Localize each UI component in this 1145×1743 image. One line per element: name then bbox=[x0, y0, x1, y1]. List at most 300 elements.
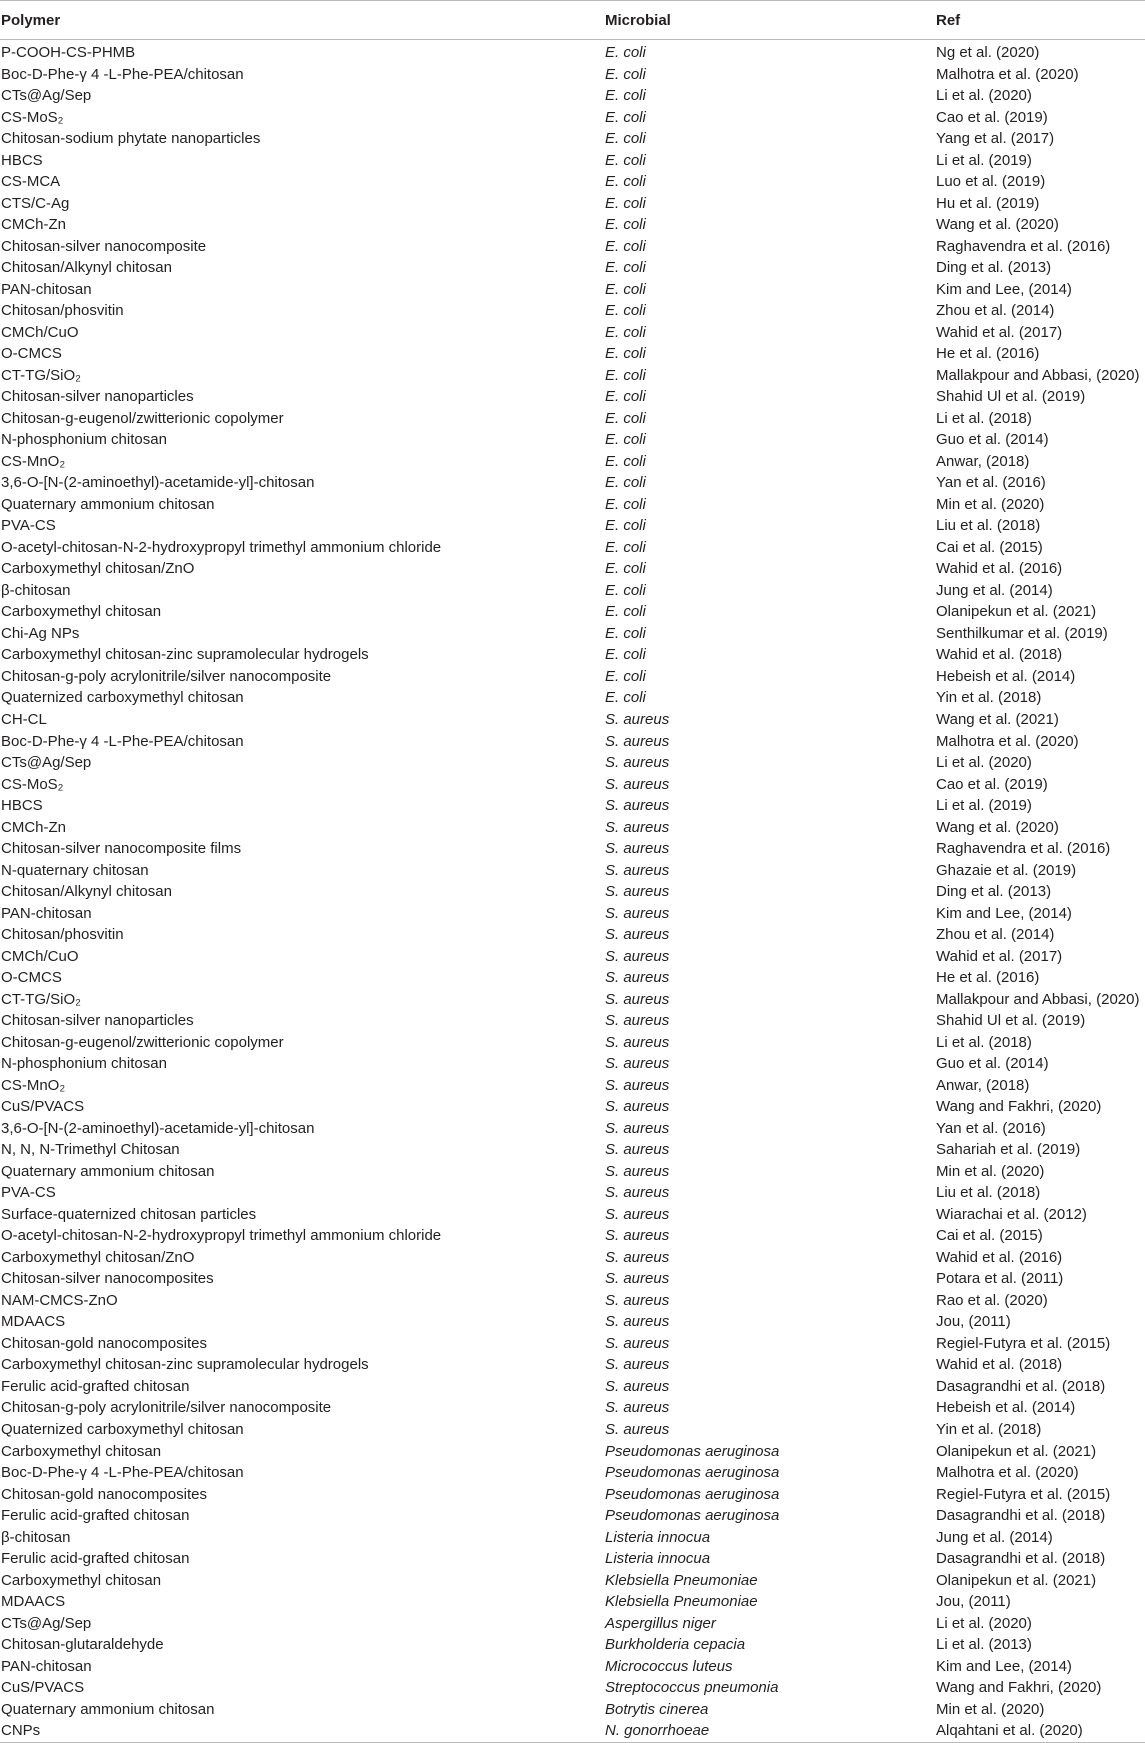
cell-polymer: Chitosan/Alkynyl chitosan bbox=[1, 883, 172, 901]
table-row bbox=[0, 709, 1145, 731]
cell-polymer: N-phosphonium chitosan bbox=[1, 431, 167, 449]
cell-microbial: E. coli bbox=[605, 624, 646, 642]
cell-polymer: PVA-CS bbox=[1, 517, 56, 535]
cell-ref: Li et al. (2020) bbox=[936, 1614, 1032, 1632]
cell-ref: Olanipekun et al. (2021) bbox=[936, 1571, 1097, 1589]
cell-ref: Li et al. (2019) bbox=[936, 151, 1032, 169]
cell-ref: Dasagrandhi et al. (2018) bbox=[936, 1507, 1106, 1525]
cell-polymer: PVA-CS bbox=[1, 1184, 56, 1202]
cell-polymer: CT-TG/SiO₂ bbox=[1, 990, 81, 1008]
cell-polymer: β-chitosan bbox=[1, 581, 71, 599]
table-row bbox=[0, 128, 1145, 150]
table-row bbox=[0, 300, 1145, 322]
cell-polymer: O-acetyl-chitosan-N-2-hydroxypropyl trimethyl ammonium chloride bbox=[1, 538, 442, 556]
cell-polymer: NAM-CMCS-ZnO bbox=[1, 1291, 118, 1309]
cell-microbial: E. coli bbox=[605, 345, 646, 363]
cell-ref: Senthilkumar et al. (2019) bbox=[936, 624, 1108, 642]
table-row bbox=[0, 580, 1145, 602]
cell-microbial: S. aureus bbox=[605, 1227, 670, 1245]
cell-ref: Dasagrandhi et al. (2018) bbox=[936, 1377, 1106, 1395]
cell-microbial: S. aureus bbox=[605, 883, 670, 901]
table-row bbox=[0, 752, 1145, 774]
table-row bbox=[0, 1182, 1145, 1204]
table-row bbox=[0, 1634, 1145, 1656]
cell-microbial: E. coli bbox=[605, 560, 646, 578]
table-row bbox=[0, 1333, 1145, 1355]
cell-polymer: PAN-chitosan bbox=[1, 1657, 92, 1675]
table-row bbox=[0, 687, 1145, 709]
cell-microbial: S. aureus bbox=[605, 1012, 670, 1030]
cell-ref: Li et al. (2019) bbox=[936, 797, 1032, 815]
cell-polymer: MDAACS bbox=[1, 1313, 66, 1331]
table-row bbox=[0, 85, 1145, 107]
cell-polymer: CS-MnO₂ bbox=[1, 1076, 66, 1094]
cell-microbial: S. aureus bbox=[605, 1055, 670, 1073]
cell-ref: Li et al. (2020) bbox=[936, 87, 1032, 105]
table-row bbox=[0, 644, 1145, 666]
cell-ref: Wang et al. (2020) bbox=[936, 216, 1059, 234]
cell-ref: Hebeish et al. (2014) bbox=[936, 1399, 1076, 1417]
cell-microbial: S. aureus bbox=[605, 1205, 670, 1223]
cell-ref: Min et al. (2020) bbox=[936, 495, 1045, 513]
cell-ref: Jung et al. (2014) bbox=[936, 581, 1053, 599]
table-row bbox=[0, 558, 1145, 580]
cell-microbial: Aspergillus niger bbox=[605, 1614, 716, 1632]
table-row bbox=[0, 279, 1145, 301]
cell-polymer: Chitosan-glutaraldehyde bbox=[1, 1636, 164, 1654]
cell-microbial: S. aureus bbox=[605, 1377, 670, 1395]
table-row bbox=[0, 1462, 1145, 1484]
table-row bbox=[0, 601, 1145, 623]
cell-microbial: S. aureus bbox=[605, 775, 670, 793]
table-row bbox=[0, 1096, 1145, 1118]
header-row bbox=[0, 1, 1145, 40]
cell-microbial: S. aureus bbox=[605, 732, 670, 750]
cell-ref: Malhotra et al. (2020) bbox=[936, 65, 1079, 83]
cell-ref: Alqahtani et al. (2020) bbox=[935, 1720, 1145, 1742]
cell-microbial: Pseudomonas aeruginosa bbox=[605, 1442, 780, 1460]
header-ref: Ref bbox=[935, 1, 1145, 40]
cell-polymer: Quaternized carboxymethyl chitosan bbox=[1, 1421, 244, 1438]
table-row bbox=[0, 946, 1145, 968]
cell-ref: Olanipekun et al. (2021) bbox=[936, 603, 1097, 621]
cell-polymer: CuS/PVACS bbox=[1, 1098, 85, 1116]
cell-microbial: E. coli bbox=[605, 646, 646, 664]
cell-ref: Hu et al. (2019) bbox=[936, 194, 1040, 212]
table-row bbox=[0, 1010, 1145, 1032]
cell-microbial: E. coli bbox=[605, 409, 646, 427]
table-row bbox=[0, 1204, 1145, 1226]
table-row bbox=[0, 1075, 1145, 1097]
cell-ref: Mallakpour and Abbasi, (2020) bbox=[936, 366, 1140, 384]
cell-microbial: S. aureus bbox=[605, 861, 670, 879]
cell-microbial: E. coli bbox=[605, 538, 646, 556]
cell-microbial: E. coli bbox=[605, 388, 646, 406]
cell-ref: Wahid et al. (2017) bbox=[936, 323, 1063, 341]
cell-microbial: S. aureus bbox=[605, 1399, 670, 1417]
cell-ref: Li et al. (2013) bbox=[936, 1636, 1032, 1654]
table-row bbox=[0, 1118, 1145, 1140]
table-row bbox=[0, 989, 1145, 1011]
table-row bbox=[0, 623, 1145, 645]
cell-microbial: S. aureus bbox=[605, 1162, 670, 1180]
table-row bbox=[0, 1139, 1145, 1161]
table-row bbox=[0, 1720, 1145, 1742]
cell-polymer: Chitosan-silver nanocomposite films bbox=[1, 840, 242, 858]
table-row bbox=[0, 1656, 1145, 1678]
cell-polymer: β-chitosan bbox=[1, 1528, 71, 1546]
cell-ref: Yan et al. (2016) bbox=[936, 474, 1046, 492]
cell-microbial: E. coli bbox=[605, 87, 646, 105]
table-row bbox=[0, 1613, 1145, 1635]
cell-microbial: S. aureus bbox=[605, 1270, 670, 1288]
cell-ref: Wahid et al. (2018) bbox=[936, 646, 1063, 664]
cell-microbial: E. coli bbox=[605, 194, 646, 212]
cell-ref: Li et al. (2018) bbox=[936, 1033, 1032, 1051]
cell-polymer: Chitosan-g-eugenol/zwitterionic copolymer bbox=[1, 409, 284, 427]
cell-microbial: S. aureus bbox=[605, 969, 670, 987]
cell-ref: Wahid et al. (2016) bbox=[936, 1248, 1063, 1266]
cell-microbial: S. aureus bbox=[605, 840, 670, 858]
cell-microbial: S. aureus bbox=[605, 1184, 670, 1202]
table-row bbox=[0, 924, 1145, 946]
cell-microbial: Micrococcus luteus bbox=[605, 1657, 733, 1675]
cell-polymer: Boc-D-Phe-γ 4 -L-Phe-PEA/chitosan bbox=[1, 1464, 244, 1482]
cell-polymer: CS-MCA bbox=[1, 173, 61, 191]
cell-polymer: Chitosan/Alkynyl chitosan bbox=[1, 259, 172, 277]
table-row bbox=[0, 171, 1145, 193]
cell-polymer: N-phosphonium chitosan bbox=[1, 1055, 167, 1073]
cell-polymer: CuS/PVACS bbox=[1, 1679, 85, 1697]
table-row bbox=[0, 40, 1145, 64]
cell-ref: Min et al. (2020) bbox=[936, 1162, 1045, 1180]
table-row bbox=[0, 1290, 1145, 1312]
header-polymer: Polymer bbox=[0, 1, 604, 40]
cell-microbial: S. aureus bbox=[605, 1248, 670, 1266]
cell-microbial: Pseudomonas aeruginosa bbox=[605, 1464, 780, 1482]
table-header bbox=[0, 1, 1145, 40]
cell-microbial: E. coli bbox=[605, 130, 646, 148]
cell-polymer: Carboxymethyl chitosan/ZnO bbox=[1, 1248, 195, 1266]
cell-microbial: E. coli bbox=[605, 474, 646, 492]
cell-ref: Malhotra et al. (2020) bbox=[936, 1464, 1079, 1482]
cell-ref: Olanipekun et al. (2021) bbox=[936, 1442, 1097, 1460]
cell-polymer: CT-TG/SiO₂ bbox=[1, 366, 81, 384]
cell-ref: Luo et al. (2019) bbox=[936, 173, 1046, 191]
cell-polymer: CMCh-Zn bbox=[1, 818, 67, 836]
table-row bbox=[0, 1053, 1145, 1075]
cell-ref: Hebeish et al. (2014) bbox=[936, 667, 1076, 685]
cell-polymer: Chi-Ag NPs bbox=[1, 624, 80, 642]
cell-microbial: N. gonorrhoeae bbox=[604, 1720, 935, 1742]
cell-microbial: S. aureus bbox=[605, 797, 670, 815]
cell-polymer: CNPs bbox=[0, 1720, 604, 1742]
cell-microbial: S. aureus bbox=[605, 1313, 670, 1331]
table-row bbox=[0, 472, 1145, 494]
cell-ref: Raghavendra et al. (2016) bbox=[936, 840, 1111, 858]
cell-microbial: Klebsiella Pneumoniae bbox=[605, 1571, 758, 1589]
cell-ref: Ding et al. (2013) bbox=[936, 883, 1052, 901]
cell-polymer: Chitosan-silver nanoparticles bbox=[1, 1012, 194, 1030]
table-row bbox=[0, 257, 1145, 279]
cell-polymer: Boc-D-Phe-γ 4 -L-Phe-PEA/chitosan bbox=[1, 732, 244, 750]
cell-microbial: Botrytis cinerea bbox=[605, 1700, 709, 1718]
cell-microbial: E. coli bbox=[605, 366, 646, 384]
cell-ref: Potara et al. (2011) bbox=[936, 1270, 1064, 1288]
cell-polymer: PAN-chitosan bbox=[1, 280, 92, 298]
cell-microbial: S. aureus bbox=[605, 1421, 670, 1438]
cell-polymer: Surface-quaternized chitosan particles bbox=[1, 1205, 257, 1223]
cell-ref: Guo et al. (2014) bbox=[936, 431, 1049, 449]
cell-ref: Raghavendra et al. (2016) bbox=[936, 237, 1111, 255]
cell-polymer: O-acetyl-chitosan-N-2-hydroxypropyl trimethyl ammonium chloride bbox=[1, 1227, 442, 1245]
cell-microbial: E. coli bbox=[605, 44, 646, 61]
cell-microbial: E. coli bbox=[605, 517, 646, 535]
cell-polymer: HBCS bbox=[1, 797, 43, 815]
cell-polymer: O-CMCS bbox=[1, 345, 62, 363]
cell-ref: Ghazaie et al. (2019) bbox=[936, 861, 1077, 879]
cell-polymer: PAN-chitosan bbox=[1, 904, 92, 922]
cell-ref: Mallakpour and Abbasi, (2020) bbox=[936, 990, 1140, 1008]
cell-ref: Jou, (2011) bbox=[936, 1593, 1011, 1611]
cell-polymer: CTs@Ag/Sep bbox=[1, 754, 92, 772]
cell-polymer: Quaternary ammonium chitosan bbox=[1, 1700, 215, 1718]
cell-ref: Dasagrandhi et al. (2018) bbox=[936, 1550, 1106, 1568]
cell-polymer: Chitosan-sodium phytate nanoparticles bbox=[1, 130, 261, 148]
table-row bbox=[0, 1527, 1145, 1549]
cell-ref: Wahid et al. (2017) bbox=[936, 947, 1063, 965]
cell-microbial: S. aureus bbox=[605, 1076, 670, 1094]
cell-ref: Liu et al. (2018) bbox=[936, 517, 1041, 535]
table-row bbox=[0, 1161, 1145, 1183]
cell-ref: Cai et al. (2015) bbox=[936, 538, 1043, 556]
cell-polymer: Chitosan/phosvitin bbox=[1, 926, 124, 944]
table-row bbox=[0, 1699, 1145, 1721]
cell-ref: Guo et al. (2014) bbox=[936, 1055, 1049, 1073]
cell-ref: Anwar, (2018) bbox=[936, 452, 1030, 470]
cell-ref: Li et al. (2020) bbox=[936, 754, 1032, 772]
cell-microbial: E. coli bbox=[605, 173, 646, 191]
cell-ref: Shahid Ul et al. (2019) bbox=[936, 1012, 1086, 1030]
table-row bbox=[0, 666, 1145, 688]
cell-microbial: E. coli bbox=[605, 603, 646, 621]
cell-polymer: Carboxymethyl chitosan bbox=[1, 1571, 162, 1589]
cell-ref: Wahid et al. (2016) bbox=[936, 560, 1063, 578]
cell-microbial: E. coli bbox=[605, 667, 646, 685]
table-row bbox=[0, 1548, 1145, 1570]
cell-polymer: 3,6-O-[N-(2-aminoethyl)-acetamide-yl]-chitosan bbox=[1, 474, 315, 492]
table-row bbox=[0, 838, 1145, 860]
cell-polymer: N, N, N-Trimethyl Chitosan bbox=[1, 1141, 180, 1159]
cell-microbial: S. aureus bbox=[605, 754, 670, 772]
table-row bbox=[0, 1376, 1145, 1398]
cell-microbial: S. aureus bbox=[605, 1356, 670, 1374]
cell-ref: Kim and Lee, (2014) bbox=[936, 280, 1072, 298]
table-row bbox=[0, 236, 1145, 258]
table-row bbox=[0, 322, 1145, 344]
cell-ref: Cai et al. (2015) bbox=[936, 1227, 1043, 1245]
table-row bbox=[0, 1311, 1145, 1333]
table-row bbox=[0, 1484, 1145, 1506]
table-row bbox=[0, 881, 1145, 903]
cell-ref: Malhotra et al. (2020) bbox=[936, 732, 1079, 750]
table-row bbox=[0, 1441, 1145, 1463]
table-row bbox=[0, 537, 1145, 559]
cell-microbial: E. coli bbox=[605, 431, 646, 449]
cell-polymer: Chitosan/phosvitin bbox=[1, 302, 124, 320]
table-row bbox=[0, 451, 1145, 473]
cell-ref: Regiel-Futyra et al. (2015) bbox=[936, 1485, 1111, 1503]
cell-microbial: E. coli bbox=[605, 237, 646, 255]
table-row bbox=[0, 1419, 1145, 1441]
cell-microbial: E. coli bbox=[605, 581, 646, 599]
cell-microbial: Pseudomonas aeruginosa bbox=[605, 1507, 780, 1525]
table-row bbox=[0, 795, 1145, 817]
table-row bbox=[0, 1247, 1145, 1269]
cell-microbial: Streptococcus pneumonia bbox=[605, 1679, 779, 1697]
cell-polymer: Boc-D-Phe-γ 4 -L-Phe-PEA/chitosan bbox=[1, 65, 244, 83]
cell-microbial: S. aureus bbox=[605, 1033, 670, 1051]
cell-ref: Rao et al. (2020) bbox=[936, 1291, 1048, 1309]
cell-ref: Zhou et al. (2014) bbox=[936, 926, 1055, 944]
table-row bbox=[0, 1225, 1145, 1247]
header-microbial: Microbial bbox=[604, 1, 935, 40]
cell-ref: He et al. (2016) bbox=[936, 345, 1040, 363]
cell-microbial: S. aureus bbox=[605, 818, 670, 836]
cell-microbial: E. coli bbox=[605, 65, 646, 83]
cell-ref: Cao et al. (2019) bbox=[936, 108, 1048, 126]
cell-polymer: MDAACS bbox=[1, 1593, 66, 1611]
cell-microbial: S. aureus bbox=[605, 926, 670, 944]
cell-microbial: Listeria innocua bbox=[605, 1528, 711, 1546]
cell-ref: Wang and Fakhri, (2020) bbox=[936, 1098, 1102, 1116]
cell-microbial: E. coli bbox=[605, 259, 646, 277]
cell-ref: Yin et al. (2018) bbox=[936, 689, 1042, 707]
cell-microbial: S. aureus bbox=[605, 710, 670, 728]
cell-polymer: Quaternary ammonium chitosan bbox=[1, 1162, 215, 1180]
cell-polymer: Chitosan-gold nanocomposites bbox=[1, 1334, 207, 1352]
cell-polymer: Quaternized carboxymethyl chitosan bbox=[1, 689, 244, 707]
cell-ref: Zhou et al. (2014) bbox=[936, 302, 1055, 320]
cell-microbial: S. aureus bbox=[605, 1119, 670, 1137]
cell-ref: Li et al. (2018) bbox=[936, 409, 1032, 427]
cell-polymer: Carboxymethyl chitosan-zinc supramolecular hydrogels bbox=[1, 646, 369, 664]
cell-polymer: HBCS bbox=[1, 151, 43, 169]
cell-ref: Kim and Lee, (2014) bbox=[936, 1657, 1072, 1675]
cell-polymer: CH-CL bbox=[1, 710, 47, 728]
cell-microbial: S. aureus bbox=[605, 1334, 670, 1352]
table-row bbox=[0, 214, 1145, 236]
cell-microbial: E. coli bbox=[605, 452, 646, 470]
table-row bbox=[0, 193, 1145, 215]
cell-ref: Regiel-Futyra et al. (2015) bbox=[936, 1334, 1111, 1352]
table-row bbox=[0, 429, 1145, 451]
table-row bbox=[0, 343, 1145, 365]
table-row bbox=[0, 774, 1145, 796]
cell-polymer: CTs@Ag/Sep bbox=[1, 87, 92, 105]
cell-polymer: Ferulic acid-grafted chitosan bbox=[1, 1377, 190, 1395]
cell-ref: Wang et al. (2020) bbox=[936, 818, 1059, 836]
cell-polymer: Carboxymethyl chitosan bbox=[1, 1442, 162, 1460]
cell-microbial: E. coli bbox=[605, 302, 646, 320]
cell-microbial: S. aureus bbox=[605, 1141, 670, 1159]
cell-ref: Jou, (2011) bbox=[936, 1313, 1011, 1331]
cell-ref: Ding et al. (2013) bbox=[936, 259, 1052, 277]
table-row bbox=[0, 515, 1145, 537]
cell-microbial: E. coli bbox=[605, 108, 646, 126]
cell-ref: Cao et al. (2019) bbox=[936, 775, 1048, 793]
cell-polymer: Ferulic acid-grafted chitosan bbox=[1, 1507, 190, 1525]
table-row bbox=[0, 903, 1145, 925]
cell-ref: Yan et al. (2016) bbox=[936, 1119, 1046, 1137]
table-row bbox=[0, 1268, 1145, 1290]
table-row bbox=[0, 494, 1145, 516]
table-row bbox=[0, 107, 1145, 129]
cell-polymer: Quaternary ammonium chitosan bbox=[1, 495, 215, 513]
cell-ref: Sahariah et al. (2019) bbox=[936, 1141, 1081, 1159]
table-row bbox=[0, 408, 1145, 430]
cell-ref: Jung et al. (2014) bbox=[936, 1528, 1053, 1546]
cell-microbial: S. aureus bbox=[605, 947, 670, 965]
cell-polymer: Chitosan-silver nanocomposites bbox=[1, 1270, 214, 1288]
cell-polymer: Chitosan-silver nanoparticles bbox=[1, 388, 194, 406]
table-row bbox=[0, 150, 1145, 172]
cell-microbial: Burkholderia cepacia bbox=[605, 1636, 746, 1654]
cell-microbial: E. coli bbox=[605, 495, 646, 513]
cell-ref: Yang et al. (2017) bbox=[936, 130, 1055, 148]
cell-polymer: Chitosan-g-poly acrylonitrile/silver nanocomposite bbox=[1, 667, 332, 685]
cell-polymer: N-quaternary chitosan bbox=[1, 861, 149, 879]
cell-ref: Anwar, (2018) bbox=[936, 1076, 1030, 1094]
table-row bbox=[0, 365, 1145, 387]
cell-ref: Ng et al. (2020) bbox=[936, 44, 1040, 61]
cell-microbial: Listeria innocua bbox=[605, 1550, 711, 1568]
cell-microbial: E. coli bbox=[605, 323, 646, 341]
cell-microbial: E. coli bbox=[605, 280, 646, 298]
cell-polymer: CMCh-Zn bbox=[1, 216, 67, 234]
table-row bbox=[0, 1032, 1145, 1054]
table-row bbox=[0, 967, 1145, 989]
table-row bbox=[0, 817, 1145, 839]
cell-polymer: CTs@Ag/Sep bbox=[1, 1614, 92, 1632]
cell-microbial: S. aureus bbox=[605, 990, 670, 1008]
cell-polymer: P-COOH-CS-PHMB bbox=[1, 44, 136, 61]
cell-polymer: Chitosan-g-poly acrylonitrile/silver nanocomposite bbox=[1, 1399, 332, 1417]
cell-ref: He et al. (2016) bbox=[936, 969, 1040, 987]
cell-polymer: Chitosan-gold nanocomposites bbox=[1, 1485, 207, 1503]
cell-polymer: Chitosan-g-eugenol/zwitterionic copolymer bbox=[1, 1033, 284, 1051]
cell-ref: Wahid et al. (2018) bbox=[936, 1356, 1063, 1374]
cell-polymer: CMCh/CuO bbox=[1, 947, 79, 965]
table-row bbox=[0, 1570, 1145, 1592]
cell-polymer: Carboxymethyl chitosan-zinc supramolecular hydrogels bbox=[1, 1356, 369, 1374]
cell-polymer: O-CMCS bbox=[1, 969, 62, 987]
cell-polymer: CS-MoS₂ bbox=[1, 108, 64, 126]
cell-ref: Wang et al. (2021) bbox=[936, 710, 1059, 728]
cell-polymer: Chitosan-silver nanocomposite bbox=[1, 237, 207, 255]
cell-polymer: Ferulic acid-grafted chitosan bbox=[1, 1550, 190, 1568]
table-row bbox=[0, 386, 1145, 408]
cell-ref: Wiarachai et al. (2012) bbox=[936, 1205, 1087, 1223]
cell-ref: Shahid Ul et al. (2019) bbox=[936, 388, 1086, 406]
table-row bbox=[0, 1591, 1145, 1613]
cell-polymer: CMCh/CuO bbox=[1, 323, 79, 341]
cell-microbial: S. aureus bbox=[605, 904, 670, 922]
cell-ref: Liu et al. (2018) bbox=[936, 1184, 1041, 1202]
cell-ref: Yin et al. (2018) bbox=[936, 1421, 1042, 1438]
cell-microbial: S. aureus bbox=[605, 1098, 670, 1116]
cell-microbial: E. coli bbox=[605, 151, 646, 169]
